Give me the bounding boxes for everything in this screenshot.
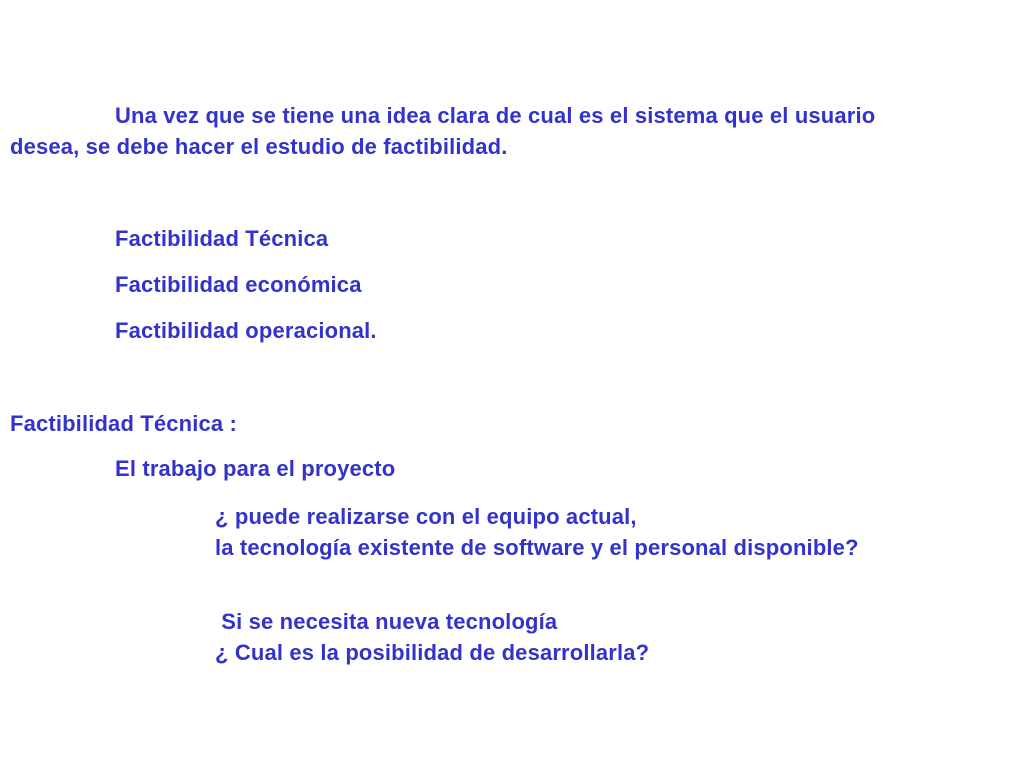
question-1-line-1: ¿ puede realizarse con el equipo actual, (215, 504, 637, 529)
section-heading-technical: Factibilidad Técnica : (10, 411, 238, 436)
question-1-line-2: la tecnología existente de software y el personal disponible? (215, 535, 859, 560)
intro-line-1: Una vez que se tiene una idea clara de cual es el sistema que el usuario (115, 103, 876, 128)
intro-line-2: desea, se debe hacer el estudio de factibilidad. (10, 134, 508, 159)
question-2-line-1: Si se necesita nueva tecnología (215, 609, 558, 634)
feasibility-type-technical: Factibilidad Técnica (115, 226, 329, 251)
question-2-line-2: ¿ Cual es la posibilidad de desarrollarla? (215, 640, 650, 665)
feasibility-type-operational: Factibilidad operacional. (115, 318, 377, 343)
project-line: El trabajo para el proyecto (115, 456, 396, 481)
feasibility-type-economic: Factibilidad económica (115, 272, 362, 297)
